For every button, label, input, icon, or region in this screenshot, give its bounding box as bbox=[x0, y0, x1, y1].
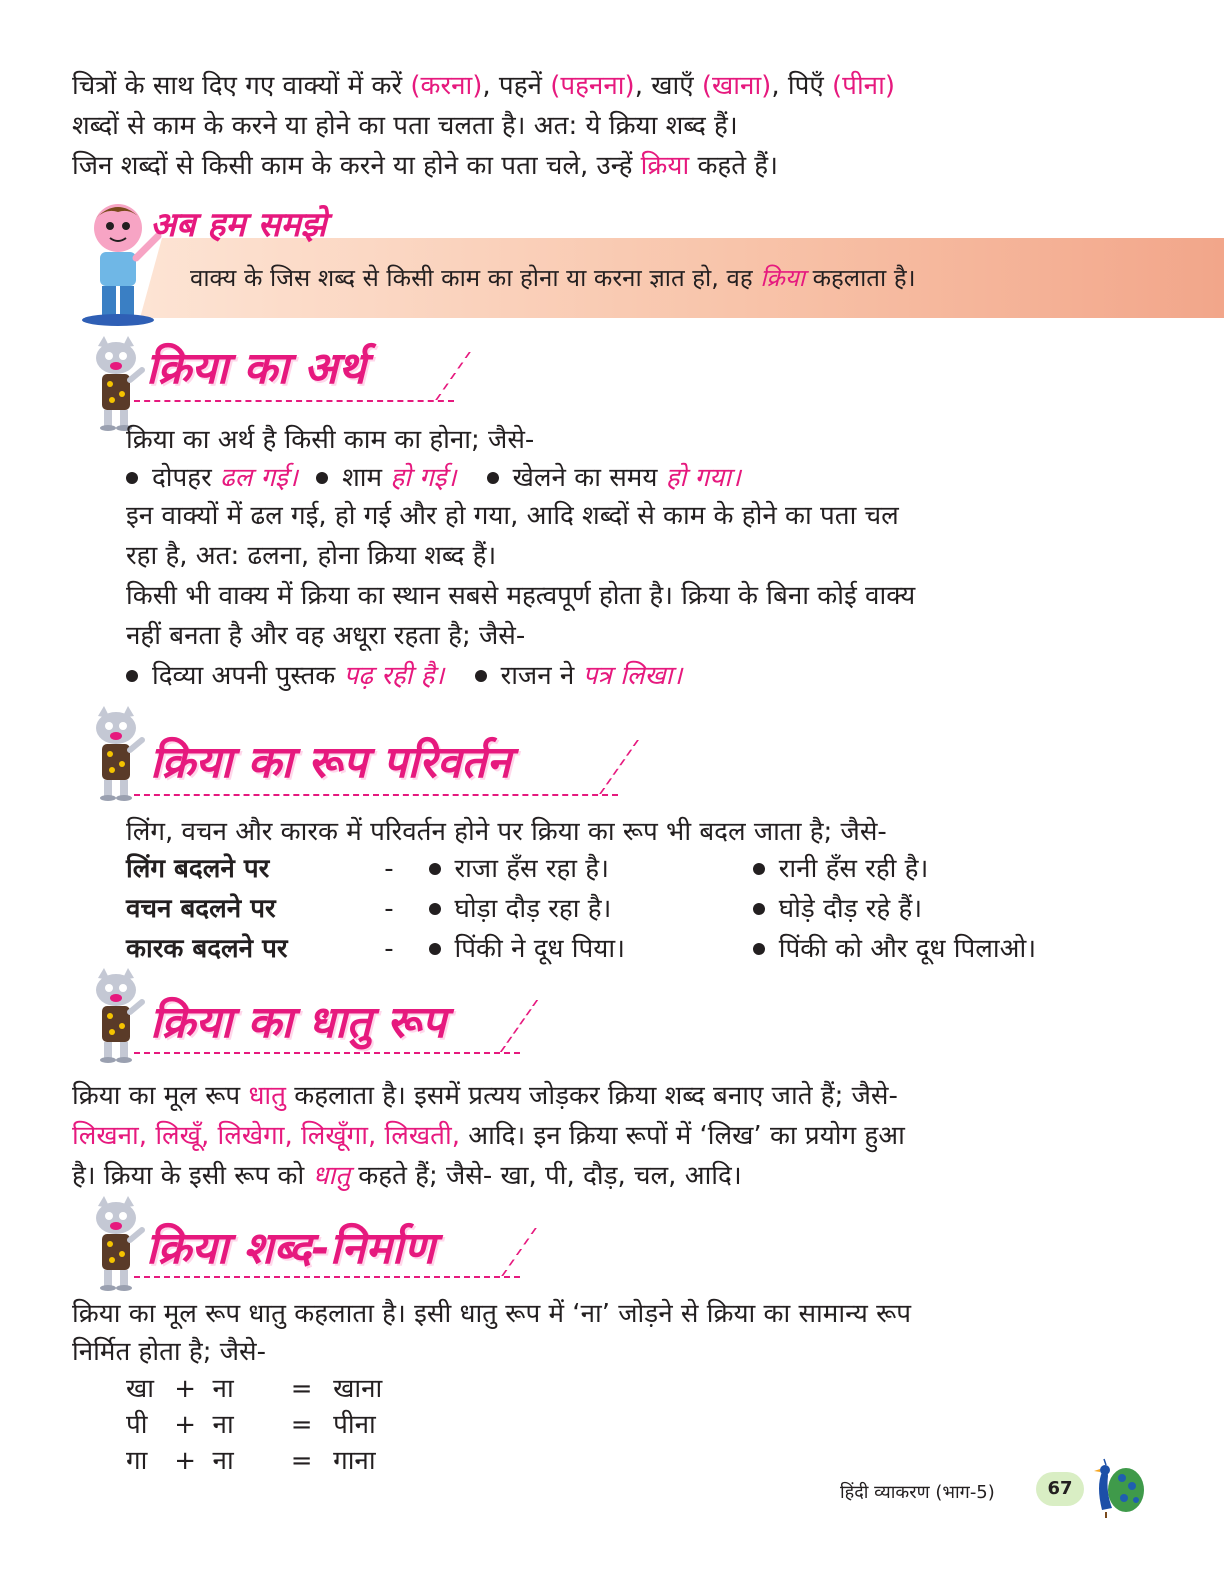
row-label: कारक बदलने पर bbox=[126, 934, 288, 964]
section1-line: इन वाक्यों में ढल गई, हो गई और हो गया, आदि शब्दों से काम के होने का पता चल bbox=[126, 501, 899, 531]
heading-underline-slant bbox=[500, 1000, 538, 1052]
heading-underline bbox=[134, 1276, 520, 1278]
row-example: घोड़ा दौड़ रहा है। bbox=[454, 894, 612, 924]
body-text: आदि। इन क्रिया रूपों में ‘लिख’ का प्रयोग हुआ bbox=[460, 1121, 905, 1151]
highlight-word: (पीना) bbox=[832, 71, 895, 101]
row-example: पिंकी ने दूध पिया। bbox=[454, 934, 625, 964]
highlight-word: क्रिया bbox=[640, 151, 690, 181]
section4-line: क्रिया का मूल रूप धातु कहलाता है। इसी धातु रूप में ‘ना’ जोड़ने से क्रिया का सामान्य रूप bbox=[72, 1299, 912, 1329]
intro-text: , पहनें bbox=[482, 71, 551, 101]
body-text: है। क्रिया के इसी रूप को bbox=[72, 1161, 313, 1191]
heading-underline-slant bbox=[599, 740, 639, 794]
section1-examples bbox=[126, 458, 741, 498]
section-heading: क्रिया का अर्थ bbox=[146, 343, 366, 394]
intro-line-2: शब्दों से काम के करने या होने का पता चलता है। अत: ये क्रिया शब्द हैं। bbox=[72, 111, 738, 141]
plus-sign: + bbox=[174, 1374, 197, 1404]
highlight-word: ढल गई। bbox=[220, 463, 298, 493]
cat-mascot-icon bbox=[84, 706, 148, 802]
root-word: पी bbox=[126, 1410, 148, 1440]
heading-underline bbox=[134, 400, 454, 402]
callout-text bbox=[190, 258, 916, 298]
result-word: पीना bbox=[333, 1410, 376, 1440]
bullet bbox=[753, 943, 765, 955]
heading-underline bbox=[134, 794, 618, 796]
plus-sign: + bbox=[174, 1446, 197, 1476]
highlight-word: क्रिया bbox=[760, 264, 805, 292]
highlight-word: (करना) bbox=[410, 71, 483, 101]
section3-line bbox=[72, 1156, 742, 1196]
heading-underline-slant bbox=[501, 1228, 537, 1276]
peacock-icon bbox=[1088, 1456, 1146, 1518]
word-formation-row bbox=[126, 1442, 376, 1480]
highlight-word: (खाना) bbox=[701, 71, 772, 101]
page-number: 67 bbox=[1036, 1472, 1084, 1506]
callout-text-part: कहलाता है। bbox=[805, 264, 916, 292]
equals-sign: = bbox=[290, 1410, 313, 1440]
change-row bbox=[126, 850, 928, 888]
intro-text: चित्रों के साथ दिए गए वाक्यों में करें bbox=[72, 71, 411, 101]
row-dash: - bbox=[384, 854, 394, 884]
intro-line-1 bbox=[72, 66, 895, 106]
highlight-word: (पहनना) bbox=[550, 71, 635, 101]
suffix: ना bbox=[212, 1374, 234, 1404]
heading-underline-slant bbox=[435, 352, 471, 400]
bullet bbox=[753, 863, 765, 875]
body-text: क्रिया का मूल रूप bbox=[72, 1081, 249, 1111]
root-word: गा bbox=[126, 1446, 148, 1476]
example-text: खेलने का समय bbox=[512, 463, 666, 493]
bullet bbox=[429, 863, 441, 875]
bullet bbox=[126, 670, 138, 682]
section3-line bbox=[72, 1116, 905, 1156]
cat-mascot-icon bbox=[84, 968, 148, 1064]
intro-text: कहते हैं। bbox=[689, 151, 778, 181]
section-heading: क्रिया का रूप परिवर्तन bbox=[150, 737, 511, 788]
highlight-word: धातु bbox=[312, 1161, 351, 1191]
bullet bbox=[475, 670, 487, 682]
row-dash: - bbox=[384, 934, 394, 964]
suffix: ना bbox=[212, 1410, 234, 1440]
row-dash: - bbox=[384, 894, 394, 924]
plus-sign: + bbox=[174, 1410, 197, 1440]
callout-text-part: वाक्य के जिस शब्द से किसी काम का होना या करना ज्ञात हो, वह bbox=[190, 264, 761, 292]
row-label: लिंग बदलने पर bbox=[126, 854, 270, 884]
heading-underline bbox=[134, 1052, 520, 1054]
section-heading: क्रिया का धातु रूप bbox=[150, 997, 446, 1048]
section1-line: रहा है, अत: ढलना, होना क्रिया शब्द हैं। bbox=[126, 541, 497, 571]
result-word: गाना bbox=[333, 1446, 376, 1476]
bullet bbox=[487, 472, 499, 484]
intro-text: , खाएँ bbox=[634, 71, 702, 101]
bullet bbox=[126, 472, 138, 484]
highlight-word: हो गई। bbox=[390, 463, 457, 493]
callout-title: अब हम समझे bbox=[150, 205, 327, 245]
bullet bbox=[316, 472, 328, 484]
highlight-word: लिखना, लिखूँ, लिखेगा, लिखूँगा, लिखती, bbox=[72, 1121, 460, 1151]
section1-examples bbox=[126, 656, 682, 696]
change-row bbox=[126, 930, 1036, 968]
suffix: ना bbox=[212, 1446, 234, 1476]
example-text: शाम bbox=[342, 463, 391, 493]
equals-sign: = bbox=[290, 1374, 313, 1404]
example-text: दिव्या अपनी पुस्तक bbox=[152, 661, 344, 691]
intro-text: , पिएँ bbox=[771, 71, 833, 101]
row-label: वचन बदलने पर bbox=[126, 894, 276, 924]
bullet bbox=[429, 943, 441, 955]
row-example: घोड़े दौड़ रहे हैं। bbox=[778, 894, 923, 924]
bullet bbox=[753, 903, 765, 915]
highlight-word: हो गया। bbox=[665, 463, 741, 493]
section2-intro: लिंग, वचन और कारक में परिवर्तन होने पर क्रिया का रूप भी बदल जाता है; जैसे- bbox=[126, 817, 887, 847]
word-formation-row bbox=[126, 1370, 382, 1408]
section3-line bbox=[72, 1076, 898, 1116]
bullet bbox=[429, 903, 441, 915]
row-example: पिंकी को और दूध पिलाओ। bbox=[778, 934, 1037, 964]
section1-line: क्रिया का अर्थ है किसी काम का होना; जैसे- bbox=[126, 425, 535, 455]
change-row bbox=[126, 890, 922, 928]
word-formation-row bbox=[126, 1406, 376, 1444]
body-text: कहलाता है। इसमें प्रत्यय जोड़कर क्रिया शब्द बनाए जाते हैं; जैसे- bbox=[285, 1081, 898, 1111]
root-word: खा bbox=[126, 1374, 155, 1404]
book-title: हिंदी व्याकरण (भाग-5) bbox=[840, 1482, 995, 1503]
example-text: राजन ने bbox=[500, 661, 583, 691]
highlight-word: पढ़ रही है। bbox=[343, 661, 445, 691]
row-example: राजा हँस रहा है। bbox=[454, 854, 609, 884]
row-example: रानी हँस रही है। bbox=[778, 854, 929, 884]
highlight-word: धातु bbox=[248, 1081, 286, 1111]
example-text: दोपहर bbox=[152, 463, 221, 493]
result-word: खाना bbox=[333, 1374, 383, 1404]
intro-text: जिन शब्दों से किसी काम के करने या होने का पता चले, उन्हें bbox=[72, 151, 641, 181]
cat-mascot-icon bbox=[84, 336, 148, 432]
equals-sign: = bbox=[290, 1446, 313, 1476]
section1-line: नहीं बनता है और वह अधूरा रहता है; जैसे- bbox=[126, 621, 526, 651]
highlight-word: पत्र लिखा। bbox=[582, 661, 683, 691]
intro-line-3 bbox=[72, 146, 778, 186]
body-text: कहते हैं; जैसे- खा, पी, दौड़, चल, आदि। bbox=[350, 1161, 742, 1191]
section4-line: निर्मित होता है; जैसे- bbox=[72, 1337, 266, 1367]
section1-line: किसी भी वाक्य में क्रिया का स्थान सबसे महत्वपूर्ण होता है। क्रिया के बिना कोई वाक्य bbox=[126, 581, 916, 611]
section-heading: क्रिया शब्द-निर्माण bbox=[146, 1223, 435, 1274]
